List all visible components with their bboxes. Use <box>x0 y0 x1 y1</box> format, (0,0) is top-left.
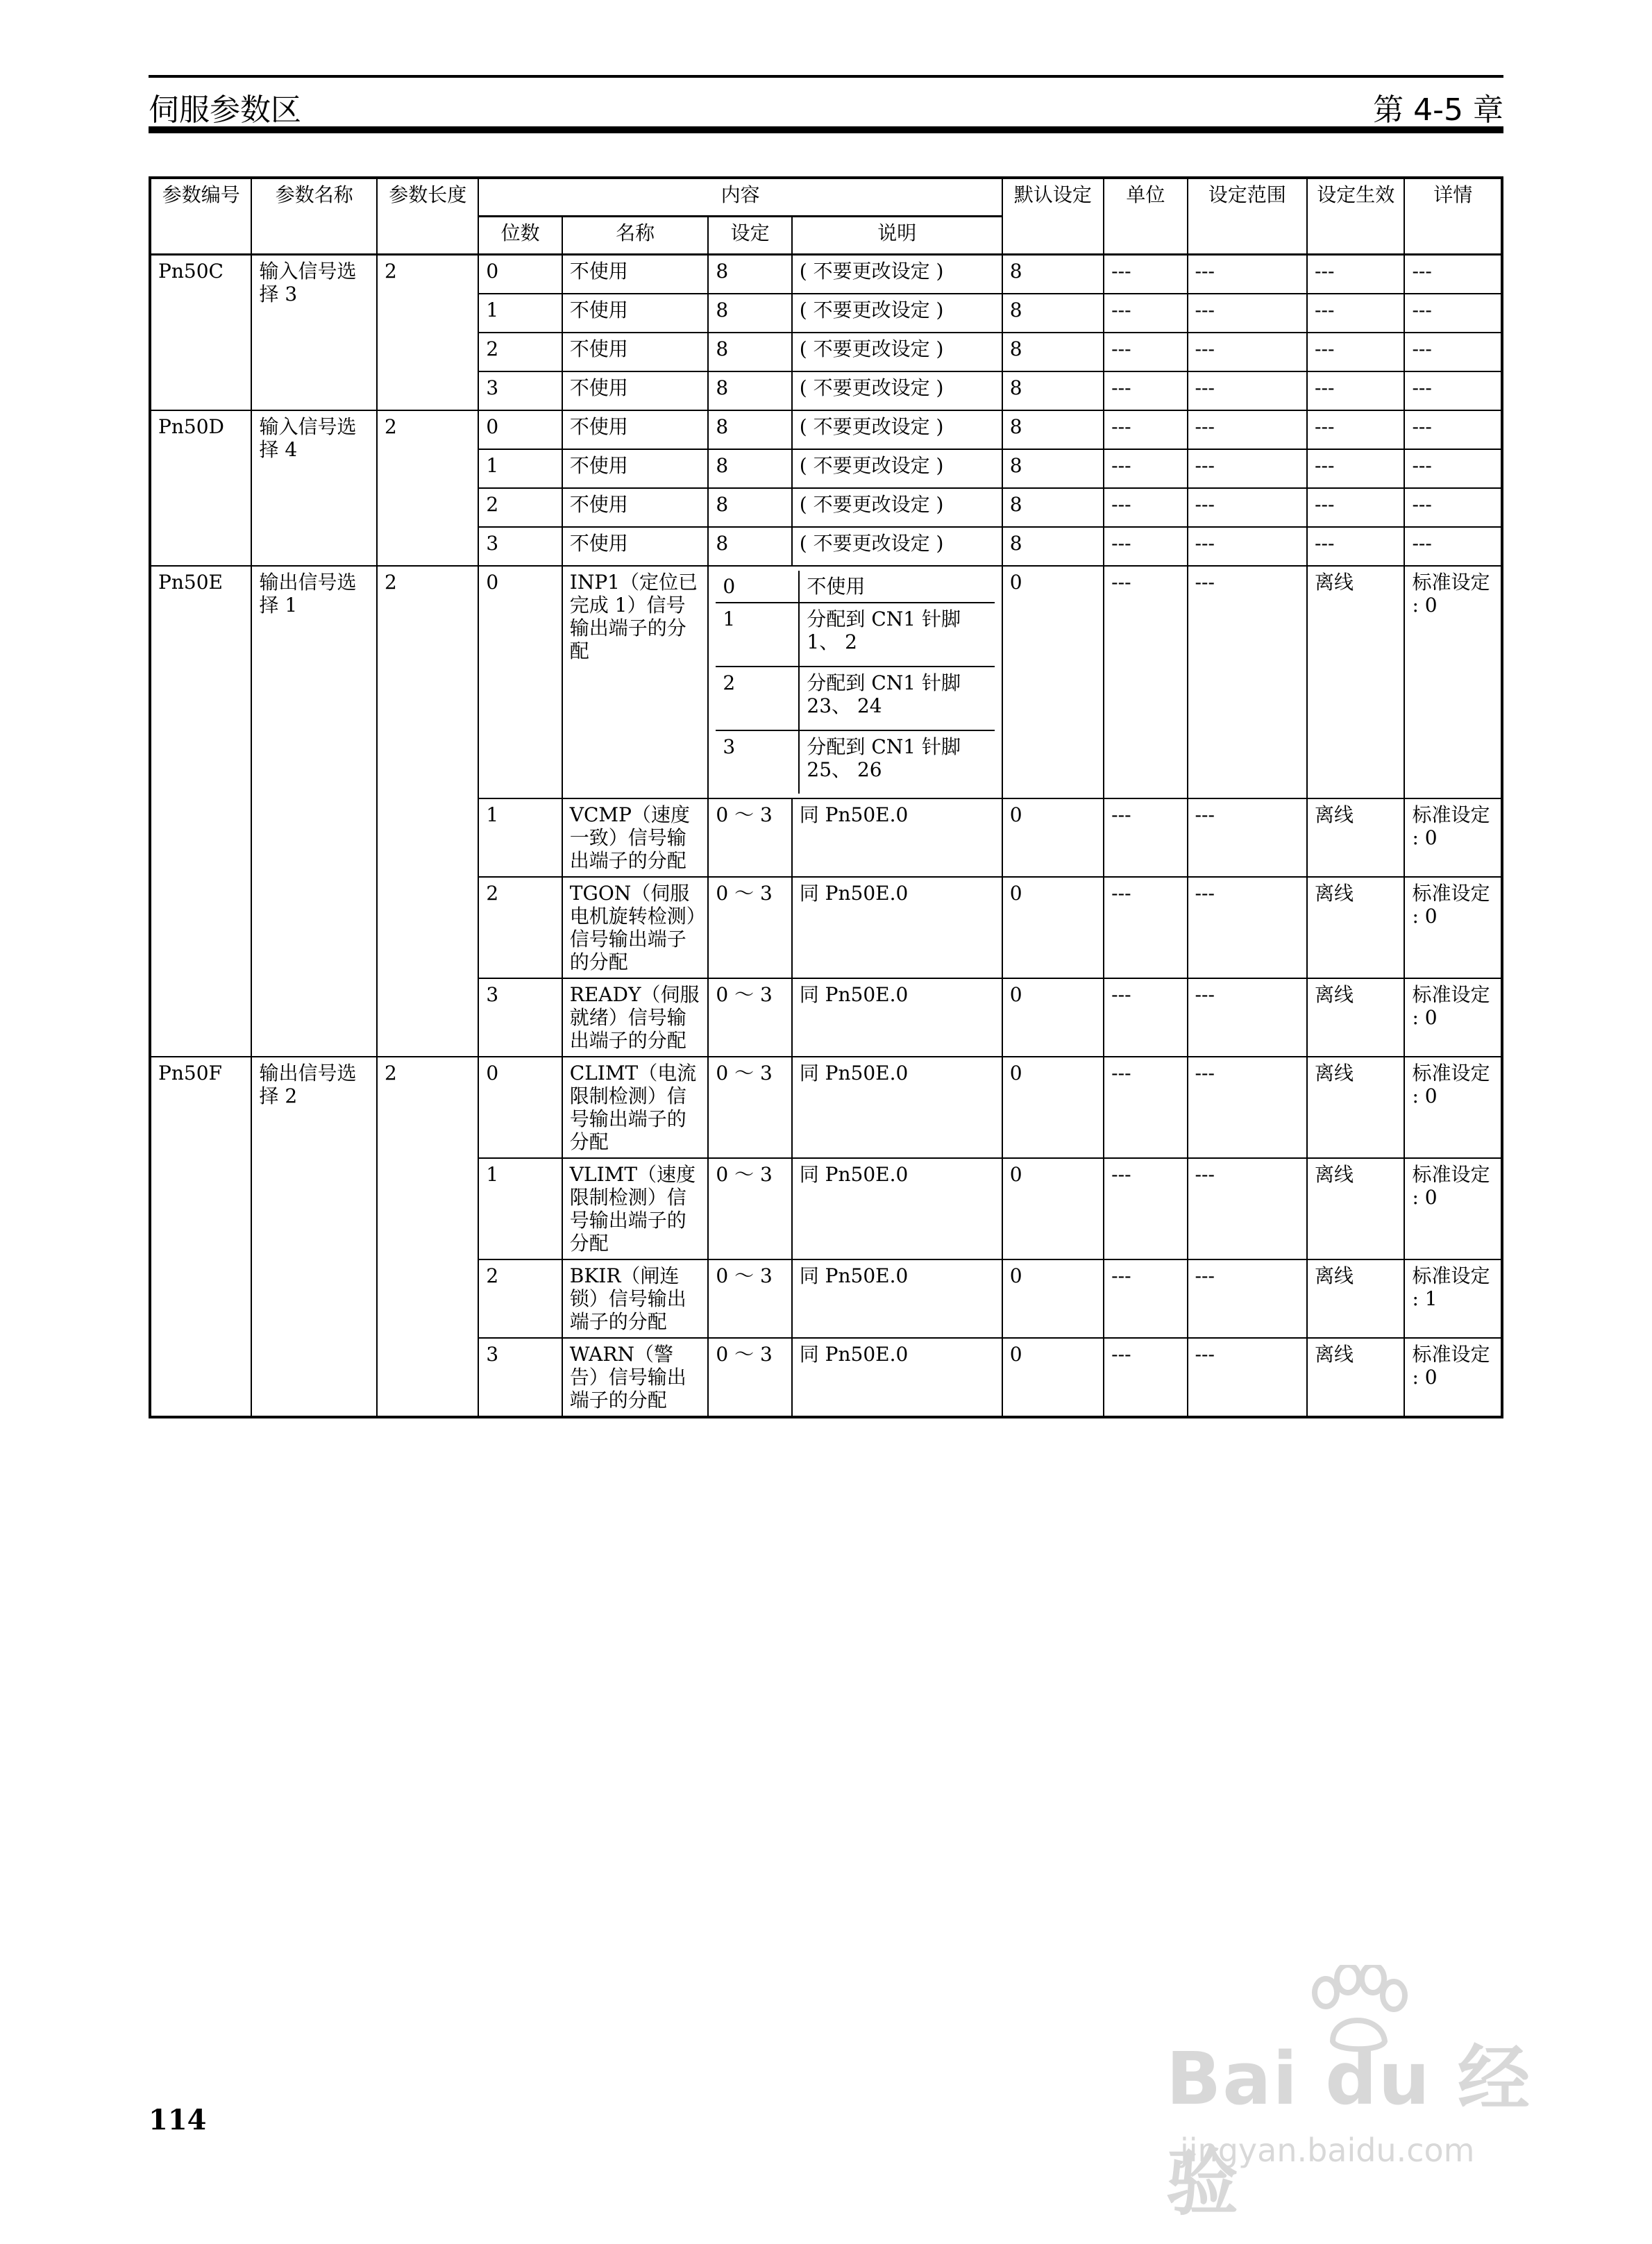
param-len: 2 <box>377 566 478 1057</box>
cell-effect: --- <box>1307 488 1404 527</box>
cell-name: 不使用 <box>562 371 709 410</box>
option-setting: 1 <box>716 603 799 667</box>
cell-name: 不使用 <box>562 410 709 449</box>
cell-desc: 同 Pn50E.0 <box>792 1259 1002 1338</box>
cell-setting: 8 <box>708 333 791 371</box>
header-unit: 单位 <box>1104 178 1187 255</box>
cell-detail: --- <box>1404 255 1502 294</box>
option-setting: 2 <box>716 667 799 730</box>
header-param-len: 参数长度 <box>377 178 478 255</box>
cell-effect: 离线 <box>1307 1338 1404 1417</box>
cell-name: 不使用 <box>562 333 709 371</box>
cell-detail: 标准设定 : 0 <box>1404 1057 1502 1158</box>
cell-unit: --- <box>1104 371 1187 410</box>
cell-name: READY（伺服就绪）信号输出端子的分配 <box>562 978 709 1057</box>
cell-desc: 同 Pn50E.0 <box>792 978 1002 1057</box>
cell-digit: 0 <box>478 1057 562 1158</box>
cell-effect: 离线 <box>1307 566 1404 798</box>
cell-desc: ( 不要更改设定 ) <box>792 449 1002 488</box>
cell-effect: 离线 <box>1307 1158 1404 1259</box>
option-desc: 分配到 CN1 针脚 1、 2 <box>799 603 994 667</box>
table-row <box>150 1057 1502 1158</box>
param-len: 2 <box>377 410 478 566</box>
cell-default: 0 <box>1002 877 1104 978</box>
cell-detail: --- <box>1404 294 1502 333</box>
watermark-url: jingyan.baidu.com <box>1180 2132 1475 2169</box>
chapter-label: 第 4-5 章 <box>1373 92 1503 128</box>
cell-unit: --- <box>1104 798 1187 877</box>
cell-range: --- <box>1188 1057 1308 1158</box>
cell-effect: --- <box>1307 371 1404 410</box>
cell-unit: --- <box>1104 527 1187 566</box>
cell-detail: --- <box>1404 449 1502 488</box>
option-desc: 分配到 CN1 针脚 23、 24 <box>799 667 994 730</box>
cell-effect: --- <box>1307 449 1404 488</box>
cell-range: --- <box>1188 410 1308 449</box>
cell-default: 0 <box>1002 1259 1104 1338</box>
option-setting: 0 <box>716 571 799 603</box>
option-row <box>716 571 994 603</box>
section-title: 伺服参数区 <box>149 92 301 128</box>
header-param-name: 参数名称 <box>251 178 377 255</box>
cell-unit: --- <box>1104 449 1187 488</box>
header-digit: 位数 <box>478 217 562 255</box>
cell-unit: --- <box>1104 877 1187 978</box>
param-no: Pn50F <box>150 1057 251 1417</box>
cell-setting: 0 ～ 3 <box>708 978 791 1057</box>
cell-desc: ( 不要更改设定 ) <box>792 294 1002 333</box>
cell-name: 不使用 <box>562 527 709 566</box>
cell-name: VLIMT（速度限制检测）信号输出端子的分配 <box>562 1158 709 1259</box>
parameter-table <box>149 176 1503 1418</box>
cell-setting: 8 <box>708 371 791 410</box>
param-no: Pn50E <box>150 566 251 1057</box>
cell-digit: 3 <box>478 371 562 410</box>
cell-digit: 2 <box>478 1259 562 1338</box>
cell-effect: --- <box>1307 255 1404 294</box>
option-row <box>716 667 994 730</box>
cell-desc: ( 不要更改设定 ) <box>792 333 1002 371</box>
cell-unit: --- <box>1104 333 1187 371</box>
cell-detail: --- <box>1404 371 1502 410</box>
header-name: 名称 <box>562 217 709 255</box>
cell-detail: --- <box>1404 527 1502 566</box>
cell-detail: 标准设定 : 0 <box>1404 798 1502 877</box>
cell-digit: 1 <box>478 294 562 333</box>
setting-options <box>708 566 1002 798</box>
cell-unit: --- <box>1104 978 1187 1057</box>
cell-effect: 离线 <box>1307 1057 1404 1158</box>
cell-unit: --- <box>1104 488 1187 527</box>
table-row <box>150 566 1502 798</box>
param-no: Pn50D <box>150 410 251 566</box>
cell-setting: 8 <box>708 527 791 566</box>
cell-effect: --- <box>1307 333 1404 371</box>
cell-name: CLIMT（电流限制检测）信号输出端子的分配 <box>562 1057 709 1158</box>
param-no: Pn50C <box>150 255 251 411</box>
cell-detail: 标准设定 : 1 <box>1404 1259 1502 1338</box>
cell-default: 0 <box>1002 1338 1104 1417</box>
cell-name: TGON（伺服电机旋转检测）信号输出端子的分配 <box>562 877 709 978</box>
cell-digit: 1 <box>478 798 562 877</box>
cell-default: 0 <box>1002 798 1104 877</box>
header-effect: 设定生效 <box>1307 178 1404 255</box>
cell-desc: 同 Pn50E.0 <box>792 798 1002 877</box>
cell-range: --- <box>1188 527 1308 566</box>
table-row <box>150 410 1502 449</box>
header-default: 默认设定 <box>1002 178 1104 255</box>
cell-default: 0 <box>1002 566 1104 798</box>
cell-range: --- <box>1188 371 1308 410</box>
cell-range: --- <box>1188 1338 1308 1417</box>
cell-setting: 0 ～ 3 <box>708 1259 791 1338</box>
cell-default: 8 <box>1002 527 1104 566</box>
option-row <box>716 730 994 794</box>
cell-desc: 同 Pn50E.0 <box>792 1057 1002 1158</box>
options-table <box>716 571 994 794</box>
cell-unit: --- <box>1104 1338 1187 1417</box>
cell-default: 0 <box>1002 1057 1104 1158</box>
cell-unit: --- <box>1104 410 1187 449</box>
cell-default: 8 <box>1002 488 1104 527</box>
cell-default: 8 <box>1002 255 1104 294</box>
cell-digit: 1 <box>478 1158 562 1259</box>
cell-range: --- <box>1188 255 1308 294</box>
option-desc: 不使用 <box>799 571 994 603</box>
cell-setting: 0 ～ 3 <box>708 1057 791 1158</box>
cell-setting: 0 ～ 3 <box>708 1158 791 1259</box>
cell-range: --- <box>1188 488 1308 527</box>
cell-detail: 标准设定 : 0 <box>1404 1158 1502 1259</box>
cell-range: --- <box>1188 294 1308 333</box>
cell-digit: 2 <box>478 488 562 527</box>
cell-desc: ( 不要更改设定 ) <box>792 255 1002 294</box>
param-len: 2 <box>377 1057 478 1417</box>
cell-range: --- <box>1188 798 1308 877</box>
cell-name: 不使用 <box>562 449 709 488</box>
cell-range: --- <box>1188 333 1308 371</box>
cell-desc: ( 不要更改设定 ) <box>792 488 1002 527</box>
header-content: 内容 <box>478 178 1002 217</box>
cell-default: 8 <box>1002 333 1104 371</box>
cell-range: --- <box>1188 566 1308 798</box>
cell-detail: 标准设定 : 0 <box>1404 566 1502 798</box>
cell-effect: 离线 <box>1307 798 1404 877</box>
cell-detail: 标准设定 : 0 <box>1404 1338 1502 1417</box>
cell-effect: --- <box>1307 294 1404 333</box>
cell-range: --- <box>1188 877 1308 978</box>
cell-setting: 8 <box>708 255 791 294</box>
cell-desc: 同 Pn50E.0 <box>792 877 1002 978</box>
header-setting: 设定 <box>708 217 791 255</box>
cell-default: 8 <box>1002 294 1104 333</box>
watermark <box>1138 1965 1583 2225</box>
cell-digit: 0 <box>478 566 562 798</box>
header-range: 设定范围 <box>1188 178 1308 255</box>
header-param-no: 参数编号 <box>150 178 251 255</box>
cell-name: 不使用 <box>562 294 709 333</box>
cell-name: INP1（定位已完成 1）信号输出端子的分配 <box>562 566 709 798</box>
cell-effect: 离线 <box>1307 877 1404 978</box>
cell-range: --- <box>1188 1259 1308 1338</box>
page-header <box>149 75 1503 133</box>
cell-digit: 3 <box>478 1338 562 1417</box>
cell-unit: --- <box>1104 1259 1187 1338</box>
param-name: 输出信号选择 1 <box>251 566 377 1057</box>
cell-digit: 0 <box>478 255 562 294</box>
cell-effect: 离线 <box>1307 978 1404 1057</box>
param-name: 输入信号选择 4 <box>251 410 377 566</box>
cell-setting: 0 ～ 3 <box>708 798 791 877</box>
cell-effect: --- <box>1307 527 1404 566</box>
cell-range: --- <box>1188 978 1308 1057</box>
param-name: 输出信号选择 2 <box>251 1057 377 1417</box>
cell-desc: ( 不要更改设定 ) <box>792 527 1002 566</box>
header-desc: 说明 <box>792 217 1002 255</box>
cell-digit: 1 <box>478 449 562 488</box>
cell-setting: 8 <box>708 449 791 488</box>
cell-setting: 0 ～ 3 <box>708 1338 791 1417</box>
cell-name: 不使用 <box>562 255 709 294</box>
param-len: 2 <box>377 255 478 411</box>
param-name: 输入信号选择 3 <box>251 255 377 411</box>
page-number: 114 <box>149 2104 207 2136</box>
cell-detail: --- <box>1404 410 1502 449</box>
cell-unit: --- <box>1104 255 1187 294</box>
cell-unit: --- <box>1104 294 1187 333</box>
cell-detail: 标准设定 : 0 <box>1404 978 1502 1057</box>
cell-range: --- <box>1188 449 1308 488</box>
cell-default: 0 <box>1002 1158 1104 1259</box>
cell-setting: 8 <box>708 294 791 333</box>
cell-unit: --- <box>1104 1158 1187 1259</box>
cell-default: 8 <box>1002 410 1104 449</box>
table-row <box>150 255 1502 294</box>
cell-name: BKIR（闸连锁）信号输出端子的分配 <box>562 1259 709 1338</box>
cell-default: 8 <box>1002 449 1104 488</box>
cell-setting: 8 <box>708 410 791 449</box>
cell-setting: 0 ～ 3 <box>708 877 791 978</box>
cell-digit: 2 <box>478 877 562 978</box>
cell-detail: --- <box>1404 333 1502 371</box>
option-desc: 分配到 CN1 针脚 25、 26 <box>807 735 961 781</box>
cell-unit: --- <box>1104 566 1187 798</box>
cell-desc: 同 Pn50E.0 <box>792 1158 1002 1259</box>
cell-unit: --- <box>1104 1057 1187 1158</box>
option-row <box>716 603 994 667</box>
cell-digit: 3 <box>478 978 562 1057</box>
option-setting: 3 <box>716 730 799 794</box>
cell-name: 不使用 <box>562 488 709 527</box>
cell-desc: ( 不要更改设定 ) <box>792 371 1002 410</box>
cell-digit: 2 <box>478 333 562 371</box>
cell-name: WARN（警告）信号输出端子的分配 <box>562 1338 709 1417</box>
cell-detail: --- <box>1404 488 1502 527</box>
cell-desc: ( 不要更改设定 ) <box>792 410 1002 449</box>
cell-detail: 标准设定 : 0 <box>1404 877 1502 978</box>
cell-name: VCMP（速度一致）信号输出端子的分配 <box>562 798 709 877</box>
cell-desc: 同 Pn50E.0 <box>792 1338 1002 1417</box>
cell-digit: 3 <box>478 527 562 566</box>
cell-effect: --- <box>1307 410 1404 449</box>
cell-effect: 离线 <box>1307 1259 1404 1338</box>
watermark-logo: Bai du 经验 <box>1166 2036 1531 2225</box>
cell-default: 8 <box>1002 371 1104 410</box>
cell-setting: 8 <box>708 488 791 527</box>
cell-default: 0 <box>1002 978 1104 1057</box>
cell-digit: 0 <box>478 410 562 449</box>
header-detail: 详情 <box>1404 178 1502 255</box>
cell-range: --- <box>1188 1158 1308 1259</box>
